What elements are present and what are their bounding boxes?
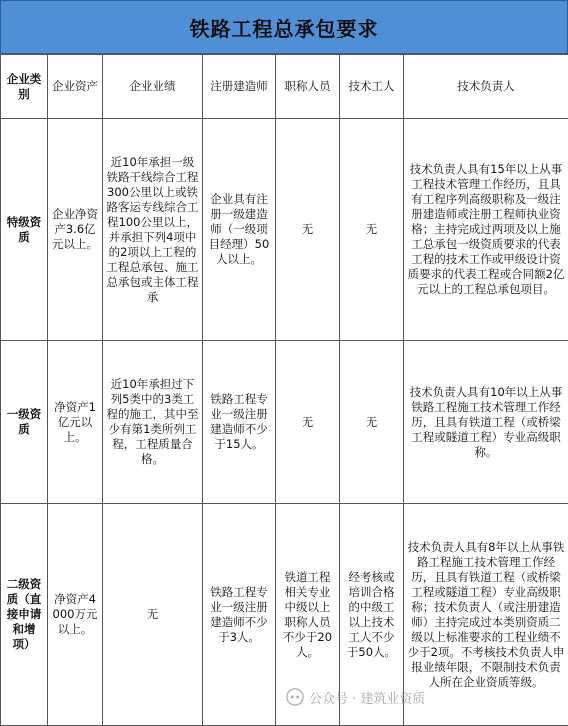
builders-cell: 铁路工程专业一级注册建造师不少于15人。: [203, 341, 276, 504]
wechat-icon: [286, 688, 304, 706]
titled-staff-cell: 无: [276, 119, 340, 341]
header-performance: 企业业绩: [103, 55, 203, 119]
skilled-workers-cell: 无: [340, 341, 404, 504]
builders-cell: 企业具有注册一级建造师（一级项目经理）50人以上。: [203, 119, 276, 341]
skilled-workers-cell: 经考核或培训合格的中级工以上技术工人不少于50人。: [340, 504, 404, 726]
assets-cell: 企业净资产3.6亿元以上。: [48, 119, 103, 341]
table-row: [1, 119, 568, 341]
assets-cell: 净资产1亿元以上。: [48, 341, 103, 504]
header-assets: 企业资产: [48, 55, 103, 119]
titled-staff-cell: 铁道工程相关专业中级以上职称人员不少于20人。: [276, 504, 340, 726]
table-row: [1, 341, 568, 504]
builders-cell: 铁路工程专业一级注册建造师不少于3人。: [203, 504, 276, 726]
tech-lead-cell: 技术负责人具有15年以上从事工程技术管理工作经历，且具有工程序列高级职称及一级注册建造师或注册工程师执业资格；主持完成过两项及以上施工总承包一级资质要求的代表工程的技术工作或甲级设计资质要求的代表工程或合同额2亿元以上的工程总承包项目。: [404, 119, 568, 341]
header-row: [1, 55, 568, 119]
category-cell: 特级资质: [1, 119, 48, 341]
header-category: 企业类别: [1, 55, 48, 119]
assets-cell: 净资产4000万元以上。: [48, 504, 103, 726]
performance-cell: 无: [103, 504, 203, 726]
tech-lead-cell: 技术负责人具有8年以上从事铁路工程施工技术管理工作经历，且具有铁道工程（或桥梁工程或隧道工程）专业高级职称；技术负责人（或注册建造师）主持完成过本类别资质二级以上标准要求的工程业绩不少于2项。不考核技术负责人申报业绩年限，不限制技术负责人所在企业资质等级。: [404, 504, 568, 726]
tech-lead-cell: 技术负责人具有10年以上从事铁路工程施工技术管理工作经历，且具有铁道工程（或桥梁工程或隧道工程）专业高级职称。: [404, 341, 568, 504]
header-tech-lead: 技术负责人: [404, 55, 568, 119]
header-builders: 注册建造师: [203, 55, 276, 119]
table-title: 铁路工程总承包要求: [0, 0, 568, 54]
category-cell: 二级资质（直接申请和增项）: [1, 504, 48, 726]
watermark: [286, 686, 425, 708]
header-titled-staff: 职称人员: [276, 55, 340, 119]
header-skilled-workers: 技术工人: [340, 55, 404, 119]
performance-cell: 近10年承担过下列5类中的3类工程的施工，其中至少有第1类所列工程，工程质量合格。: [103, 341, 203, 504]
requirements-table: [0, 54, 568, 726]
titled-staff-cell: 无: [276, 341, 340, 504]
table-row: [1, 504, 568, 726]
category-cell: 一级资质: [1, 341, 48, 504]
watermark-text: 公众号 · 建筑业资质: [309, 691, 426, 707]
skilled-workers-cell: 无: [340, 119, 404, 341]
performance-cell: 近10年承担一级铁路干线综合工程300公里以上或铁路客运专线综合工程100公里以上，并承担下列4项中的2项以上工程的工程总承包、施工总承包或主体工程承: [103, 119, 203, 341]
